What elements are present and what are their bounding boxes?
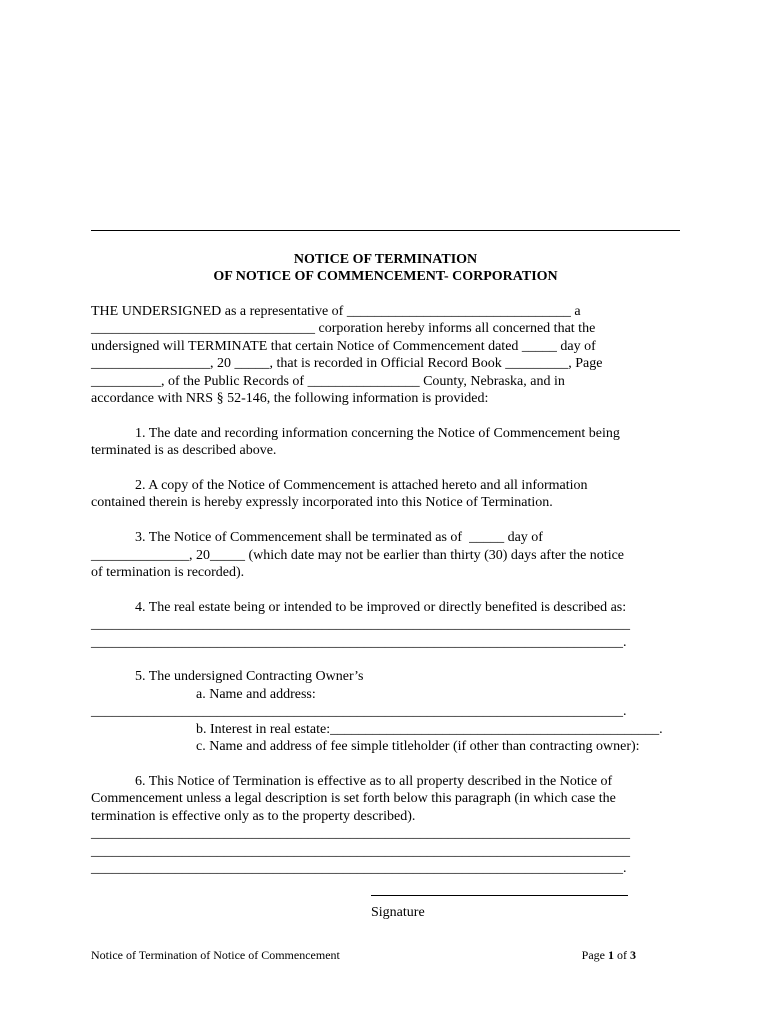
paragraph-3-line: 3. The Notice of Commencement shall be terminated as of _____ day of bbox=[135, 530, 543, 546]
real-estate-blank: _____________________________________________________________________________ bbox=[91, 617, 630, 633]
page-number bbox=[582, 948, 636, 963]
intro-line: _________________, 20 _____, that is recorded in Official Record Book _________, Page bbox=[91, 356, 603, 372]
owner-name-blank: ____________________________________________________________________________. bbox=[91, 704, 627, 720]
page-total: 3 bbox=[630, 948, 636, 962]
header-rule bbox=[91, 230, 680, 231]
document-title bbox=[91, 251, 680, 285]
page-of: of bbox=[614, 948, 630, 962]
intro-line: undersigned will TERMINATE that certain Notice of Commencement dated _____ day of bbox=[91, 338, 596, 354]
title-line-2: OF NOTICE OF COMMENCEMENT- CORPORATION bbox=[213, 269, 558, 284]
page-current: 1 bbox=[608, 948, 614, 962]
intro-line: THE UNDERSIGNED as a representative of ________________________________ a bbox=[91, 304, 581, 319]
document-body bbox=[91, 303, 686, 877]
paragraph-5-heading: 5. The undersigned Contracting Owner’s bbox=[135, 669, 364, 685]
paragraph-1-line: 1. The date and recording information concerning the Notice of Commencement being bbox=[135, 425, 620, 441]
titleholder-label: c. Name and address of fee simple titleholder (if other than contracting owner): bbox=[196, 739, 640, 755]
signature-block bbox=[371, 895, 628, 921]
paragraph-3-line: of termination is recorded). bbox=[91, 565, 245, 581]
paragraph-1-line: terminated is as described above. bbox=[91, 443, 277, 459]
intro-line: ________________________________ corporation hereby informs all concerned that the bbox=[91, 321, 596, 337]
title-line-1: NOTICE OF TERMINATION bbox=[293, 252, 478, 267]
paragraph-3-line: ______________, 20_____ (which date may not be earlier than thirty (30) days after the notice bbox=[91, 547, 625, 563]
paragraph-6-line: termination is effective only as to the property described). bbox=[91, 808, 416, 824]
signature-line bbox=[371, 895, 628, 896]
page-prefix: Page bbox=[581, 948, 608, 962]
legal-description-blank: _____________________________________________________________________________ bbox=[91, 843, 630, 859]
owner-name-label: a. Name and address: bbox=[196, 686, 316, 702]
paragraph-4-line: 4. The real estate being or intended to be improved or directly benefited is described as: bbox=[135, 599, 627, 615]
paragraph-2-line: contained therein is hereby expressly incorporated into this Notice of Termination. bbox=[91, 495, 553, 511]
intro-line: __________, of the Public Records of ________________ County, Nebraska, and in bbox=[91, 373, 565, 389]
legal-description-blank: ____________________________________________________________________________. bbox=[91, 860, 627, 876]
paragraph-2-line: 2. A copy of the Notice of Commencement is attached hereto and all information bbox=[135, 478, 588, 494]
footer-title: Notice of Termination of Notice of Commencement bbox=[91, 948, 340, 962]
real-estate-blank: ____________________________________________________________________________. bbox=[91, 634, 627, 650]
intro-line: accordance with NRS § 52-146, the following information is provided: bbox=[91, 391, 489, 407]
paragraph-6-line: Commencement unless a legal description is set forth below this paragraph (in which case the bbox=[91, 791, 616, 807]
paragraph-6-line: 6. This Notice of Termination is effective as to all property described in the Notice of bbox=[135, 773, 613, 789]
legal-description-blank: _____________________________________________________________________________ bbox=[91, 826, 630, 842]
signature-label: Signature bbox=[371, 905, 425, 920]
interest-label: b. Interest in real estate:_______________________________________________. bbox=[196, 721, 663, 737]
